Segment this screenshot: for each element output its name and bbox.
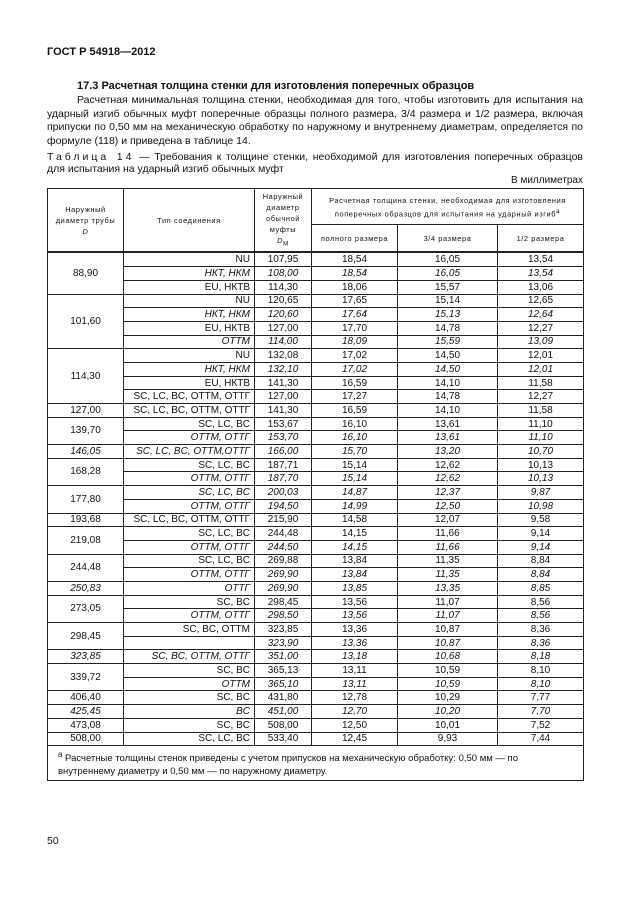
table-row [48,349,584,363]
cell-full-size: 13,85 [312,581,398,595]
cell-connection-type: SC, LC, BC, ОТТМ, ОТТГ [124,404,255,418]
table-row [48,636,584,650]
cell-connection-type: SC, LC, BC [124,527,255,541]
table-caption [47,151,583,176]
cell-half-size: 12,65 [498,294,584,308]
cell-coupling-diameter: 132,08 [255,349,312,363]
cell-coupling-diameter: 187,71 [255,458,312,472]
cell-coupling-diameter: 215,90 [255,513,312,527]
cell-coupling-diameter: 107,95 [255,252,312,266]
cell-coupling-diameter: 351,00 [255,650,312,664]
cell-coupling-diameter: 365,10 [255,677,312,691]
cell-connection-type: ОТТМ, ОТТГ [124,609,255,623]
table-row [48,321,584,335]
cell-connection-type: BC [124,705,255,719]
cell-outer-diameter: 339,72 [48,664,124,691]
cell-coupling-diameter: 323,85 [255,623,312,637]
cell-connection-type: ОТТГ [124,581,255,595]
cell-connection-type: ОТТМ, ОТТГ [124,499,255,513]
cell-three-quarter-size: 11,66 [398,527,498,541]
cell-coupling-diameter: 323,90 [255,636,312,650]
cell-full-size: 17,65 [312,294,398,308]
table-row [48,445,584,459]
table-row [48,390,584,404]
cell-connection-type: SC, LC, BC, ОТТМ,ОТТГ [124,445,255,459]
cell-connection-type: НКТ, НКМ [124,362,255,376]
cell-outer-diameter: 508,00 [48,732,124,746]
table-row [48,362,584,376]
cell-outer-diameter: 425,45 [48,705,124,719]
cell-three-quarter-size: 12,07 [398,513,498,527]
cell-connection-type: SC, BC [124,691,255,705]
cell-full-size: 12,70 [312,705,398,719]
cell-half-size: 8,85 [498,581,584,595]
cell-three-quarter-size: 11,66 [398,540,498,554]
cell-half-size: 9,58 [498,513,584,527]
cell-half-size: 8,56 [498,609,584,623]
cell-outer-diameter: 323,85 [48,650,124,664]
cell-half-size: 7,77 [498,691,584,705]
table-row [48,527,584,541]
cell-full-size: 14,87 [312,486,398,500]
cell-half-size: 8,84 [498,568,584,582]
table-row [48,499,584,513]
cell-coupling-diameter: 269,90 [255,568,312,582]
cell-half-size: 12,27 [498,390,584,404]
table-row [48,705,584,719]
table-caption-text: — Требования к толщине стенки, необходимой для изготовления поперечных образцов для испытания на ударный изгиб обычных муфт [47,151,583,176]
cell-connection-type: ОТТМ [124,335,255,349]
cell-full-size: 14,99 [312,499,398,513]
cell-half-size: 8,36 [498,623,584,637]
cell-half-size: 11,10 [498,417,584,431]
cell-connection-type: SC, LC, BC [124,486,255,500]
cell-full-size: 17,70 [312,321,398,335]
cell-outer-diameter: 298,45 [48,623,124,650]
cell-full-size: 14,15 [312,540,398,554]
cell-full-size: 12,50 [312,718,398,732]
table-row [48,267,584,281]
cell-full-size: 13,18 [312,650,398,664]
cell-half-size: 8,10 [498,664,584,678]
cell-full-size: 16,10 [312,431,398,445]
cell-half-size: 12,01 [498,349,584,363]
cell-outer-diameter: 146,05 [48,445,124,459]
cell-three-quarter-size: 10,68 [398,650,498,664]
table-caption-label: Таблица 14 [47,151,135,163]
cell-coupling-diameter: 365,13 [255,664,312,678]
cell-half-size: 7,70 [498,705,584,719]
cell-half-size: 13,06 [498,280,584,294]
cell-full-size: 12,78 [312,691,398,705]
cell-coupling-diameter: 127,00 [255,390,312,404]
cell-connection-type: SC, BC, ОТТМ, ОТТГ [124,650,255,664]
cell-half-size: 12,64 [498,308,584,322]
cell-coupling-diameter: 533,40 [255,732,312,746]
cell-coupling-diameter: 153,67 [255,417,312,431]
cell-three-quarter-size: 11,07 [398,595,498,609]
cell-half-size: 8,56 [498,595,584,609]
cell-connection-type: SC, LC, BC [124,458,255,472]
table-row [48,677,584,691]
cell-three-quarter-size: 11,35 [398,568,498,582]
cell-three-quarter-size: 14,78 [398,390,498,404]
cell-outer-diameter: 250,83 [48,581,124,595]
cell-full-size: 12,45 [312,732,398,746]
cell-coupling-diameter: 269,90 [255,581,312,595]
cell-connection-type: ОТТМ, ОТТГ [124,540,255,554]
cell-half-size: 11,58 [498,404,584,418]
cell-half-size: 10,98 [498,499,584,513]
cell-full-size: 17,02 [312,362,398,376]
section-title: 17.3 Расчетная толщина стенки для изготовления поперечных образцов [77,80,475,92]
cell-half-size: 10,70 [498,445,584,459]
cell-coupling-diameter: 108,00 [255,267,312,281]
cell-half-size: 7,44 [498,732,584,746]
cell-connection-type: SC, BC [124,595,255,609]
cell-connection-type: SC, LC, BC, ОТТМ, ОТТГ [124,513,255,527]
cell-half-size: 8,18 [498,650,584,664]
table-row [48,404,584,418]
cell-connection-type: SC, LC, BC [124,732,255,746]
cell-three-quarter-size: 12,62 [398,472,498,486]
cell-coupling-diameter: 508,00 [255,718,312,732]
cell-connection-type: EU, НКТВ [124,280,255,294]
cell-connection-type: НКТ, НКМ [124,267,255,281]
cell-connection-type: ОТТМ, ОТТГ [124,568,255,582]
cell-full-size: 13,36 [312,636,398,650]
cell-coupling-diameter: 187,70 [255,472,312,486]
cell-coupling-diameter: 298,45 [255,595,312,609]
cell-coupling-diameter: 431,80 [255,691,312,705]
cell-three-quarter-size: 13,35 [398,581,498,595]
cell-full-size: 13,56 [312,595,398,609]
cell-three-quarter-size: 10,59 [398,664,498,678]
header-connection-type: Тип соединения [124,189,255,253]
cell-full-size: 16,59 [312,404,398,418]
cell-full-size: 14,15 [312,527,398,541]
table-row [48,609,584,623]
cell-full-size: 13,84 [312,568,398,582]
cell-full-size: 17,64 [312,308,398,322]
cell-full-size: 17,02 [312,349,398,363]
cell-three-quarter-size: 11,35 [398,554,498,568]
wall-thickness-table [47,188,584,781]
cell-half-size: 9,87 [498,486,584,500]
cell-three-quarter-size: 10,01 [398,718,498,732]
cell-coupling-diameter: 141,30 [255,376,312,390]
cell-coupling-diameter: 200,03 [255,486,312,500]
cell-coupling-diameter: 166,00 [255,445,312,459]
cell-full-size: 18,54 [312,252,398,266]
cell-outer-diameter: 473,08 [48,718,124,732]
table-row [48,280,584,294]
cell-coupling-diameter: 120,60 [255,308,312,322]
table-row [48,581,584,595]
cell-connection-type: SC, BC [124,664,255,678]
cell-coupling-diameter: 194,50 [255,499,312,513]
cell-half-size: 13,54 [498,267,584,281]
cell-three-quarter-size: 13,61 [398,417,498,431]
cell-connection-type: ОТТМ, ОТТГ [124,472,255,486]
cell-full-size: 15,14 [312,472,398,486]
cell-connection-type: ОТТМ, ОТТГ [124,431,255,445]
table-units: В миллиметрах [511,175,583,186]
header-outer-diameter: Наружный диаметр трубы D [48,189,124,253]
cell-half-size: 11,58 [498,376,584,390]
cell-three-quarter-size: 15,59 [398,335,498,349]
cell-outer-diameter: 219,08 [48,527,124,554]
cell-connection-type: ОТТМ [124,677,255,691]
table-row [48,691,584,705]
cell-half-size: 10,13 [498,472,584,486]
cell-three-quarter-size: 10,87 [398,623,498,637]
cell-coupling-diameter: 120,65 [255,294,312,308]
table-row [48,486,584,500]
cell-connection-type: NU [124,349,255,363]
cell-half-size: 7,52 [498,718,584,732]
cell-full-size: 14,58 [312,513,398,527]
table-row [48,472,584,486]
cell-half-size: 8,84 [498,554,584,568]
cell-outer-diameter: 177,80 [48,486,124,513]
cell-full-size: 18,54 [312,267,398,281]
cell-three-quarter-size: 13,61 [398,431,498,445]
table-row [48,308,584,322]
table-row [48,568,584,582]
table-row [48,718,584,732]
cell-connection-type: SC, LC, BC, ОТТМ, ОТТГ [124,390,255,404]
table-row [48,335,584,349]
cell-three-quarter-size: 11,07 [398,609,498,623]
cell-coupling-diameter: 298,50 [255,609,312,623]
cell-outer-diameter: 244,48 [48,554,124,581]
cell-full-size: 16,59 [312,376,398,390]
cell-connection-type: НКТ, НКМ [124,308,255,322]
cell-coupling-diameter: 127,00 [255,321,312,335]
cell-connection-type: SC, LC, BC [124,417,255,431]
table-row [48,623,584,637]
table-row [48,252,584,266]
cell-half-size: 9,14 [498,540,584,554]
cell-three-quarter-size: 10,59 [398,677,498,691]
cell-connection-type: SC, LC, BC [124,554,255,568]
cell-outer-diameter: 193,68 [48,513,124,527]
cell-connection-type: SC, BC [124,718,255,732]
cell-full-size: 16,10 [312,417,398,431]
cell-three-quarter-size: 16,05 [398,252,498,266]
cell-full-size: 13,84 [312,554,398,568]
cell-outer-diameter: 101,60 [48,294,124,349]
table-row [48,513,584,527]
section-paragraph: Расчетная минимальная толщина стенки, необходимая для того, чтобы изготовить для испытания на ударный изгиб обычных муфт поперечные образцы полного размера, 3/4 размера и 1/2 размера, включая припуски по 0,50 мм на механическую обработку по наружному и внутреннему диаметрам, определяется по формуле (118) и приведена в таблице 14. [47,94,583,147]
header-coupling-diameter: Наружный диаметр обычной муфты $D_M$ [255,189,312,253]
cell-half-size: 13,09 [498,335,584,349]
cell-three-quarter-size: 14,78 [398,321,498,335]
cell-coupling-diameter: 114,00 [255,335,312,349]
header-three-quarter-size: 3/4 размера [398,225,498,253]
cell-three-quarter-size: 12,50 [398,499,498,513]
cell-half-size: 9,14 [498,527,584,541]
cell-full-size: 13,36 [312,623,398,637]
cell-half-size: 12,01 [498,362,584,376]
cell-full-size: 17,27 [312,390,398,404]
cell-full-size: 15,14 [312,458,398,472]
cell-connection-type: EU, НКТВ [124,376,255,390]
table-row [48,554,584,568]
cell-half-size: 8,10 [498,677,584,691]
table-row [48,417,584,431]
cell-connection-type: NU [124,294,255,308]
cell-half-size: 13,54 [498,252,584,266]
cell-half-size: 12,27 [498,321,584,335]
cell-coupling-diameter: 244,50 [255,540,312,554]
cell-outer-diameter: 114,30 [48,349,124,404]
table-row [48,540,584,554]
cell-three-quarter-size: 13,20 [398,445,498,459]
table-row [48,732,584,746]
cell-connection-type [124,636,255,650]
header-calculated-thickness: Расчетная толщина стенки, необходимая для изготовления поперечных образцов для испытания на ударный изгиб$^a$ [312,189,584,225]
cell-outer-diameter: 273,05 [48,595,124,622]
standard-header: ГОСТ Р 54918—2012 [47,46,156,58]
cell-full-size: 18,06 [312,280,398,294]
cell-connection-type: SC, BC, ОТТМ [124,623,255,637]
cell-three-quarter-size: 12,37 [398,486,498,500]
cell-outer-diameter: 139,70 [48,417,124,444]
cell-half-size: 11,10 [498,431,584,445]
cell-coupling-diameter: 451,00 [255,705,312,719]
page-number: 50 [47,835,59,847]
cell-full-size: 13,11 [312,664,398,678]
cell-three-quarter-size: 14,50 [398,349,498,363]
cell-outer-diameter: 168,28 [48,458,124,485]
cell-outer-diameter: 406,40 [48,691,124,705]
table-row [48,431,584,445]
cell-three-quarter-size: 14,50 [398,362,498,376]
cell-three-quarter-size: 9,93 [398,732,498,746]
cell-three-quarter-size: 15,13 [398,308,498,322]
cell-coupling-diameter: 141,30 [255,404,312,418]
cell-three-quarter-size: 12,62 [398,458,498,472]
table-row [48,595,584,609]
cell-full-size: 13,56 [312,609,398,623]
cell-three-quarter-size: 15,57 [398,280,498,294]
cell-half-size: 8,36 [498,636,584,650]
cell-coupling-diameter: 153,70 [255,431,312,445]
cell-three-quarter-size: 10,87 [398,636,498,650]
cell-three-quarter-size: 10,20 [398,705,498,719]
cell-outer-diameter: 88,90 [48,252,124,294]
cell-three-quarter-size: 14,10 [398,404,498,418]
table-row [48,294,584,308]
table-footnote: $^a$ Расчетные толщины стенок приведены с учетом припусков на механическую обработку: 0,50 мм — по внутреннему диаметру и 0,50 мм — по наружному диаметру. [48,746,584,781]
cell-coupling-diameter: 269,88 [255,554,312,568]
cell-full-size: 13,11 [312,677,398,691]
cell-coupling-diameter: 132,10 [255,362,312,376]
table-row [48,664,584,678]
cell-three-quarter-size: 16,05 [398,267,498,281]
cell-full-size: 15,70 [312,445,398,459]
cell-three-quarter-size: 14,10 [398,376,498,390]
cell-connection-type: EU, НКТВ [124,321,255,335]
table-row [48,458,584,472]
cell-three-quarter-size: 15,14 [398,294,498,308]
cell-half-size: 10,13 [498,458,584,472]
header-full-size: полного размера [312,225,398,253]
cell-coupling-diameter: 114,30 [255,280,312,294]
header-half-size: 1/2 размера [498,225,584,253]
cell-full-size: 18,09 [312,335,398,349]
cell-connection-type: NU [124,252,255,266]
table-row [48,650,584,664]
cell-coupling-diameter: 244,48 [255,527,312,541]
table-row [48,376,584,390]
cell-three-quarter-size: 10,29 [398,691,498,705]
cell-outer-diameter: 127,00 [48,404,124,418]
